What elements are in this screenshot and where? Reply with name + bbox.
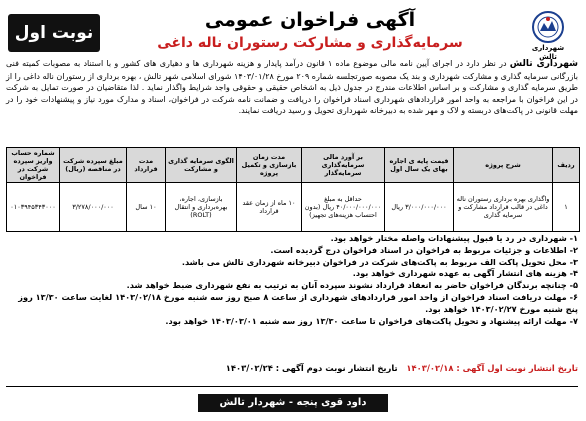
condition-item: ۴- هزینه های انتشار آگهی به عهده شهرداری خواهد بود. bbox=[352, 268, 578, 279]
condition-item: ۲- اطلاعات و جزئیات مربوط به فراخوان در اسناد فراخوان درج گردیده است. bbox=[270, 244, 578, 255]
col-investment-estimate: بر آورد مالی سرمایه‌گذاری سرمایه‌گذار bbox=[302, 148, 385, 183]
cell-base-rent: ۳/۰۰۰/۰۰۰/۰۰۰ ریال bbox=[385, 183, 454, 232]
cell-row-number: ۱ bbox=[553, 183, 580, 232]
intro-lead: شهرداری تالش bbox=[509, 59, 578, 69]
cell-renovation-period: ۱۰ ماه از زمان عقد قرارداد bbox=[237, 183, 302, 232]
cell-contract-term: ۱۰ سال bbox=[127, 183, 166, 232]
logo-emblem-icon bbox=[531, 10, 565, 44]
ad-subtitle: سرمایه‌گذاری و مشارکت رستوران ناله داغی bbox=[157, 35, 463, 51]
second-publication-label: تاریخ انتشار نوبت دوم آگهی : bbox=[275, 363, 398, 373]
first-round-badge: نوبت اول bbox=[8, 14, 100, 52]
condition-item: ۶- مهلت دریافت اسناد فراخوان از واحد امور قراردادهای شهرداری از ساعت ۸ صبح روز سه شنبه مورخ ۱۴۰۳/۰۲/۱۸ لغایت ساعت ۱۳/۳۰ روز پنج شنبه مورخ ۱۴۰۳/۰۲/۲۷ خواهد بود. bbox=[18, 291, 578, 314]
first-publication-label: تاریخ انتشار نوبت اول آگهی : bbox=[456, 363, 578, 373]
first-publication-date: ۱۴۰۳/۰۲/۱۸ bbox=[406, 363, 454, 373]
col-base-rent: قیمت پایه ی اجاره بهای یک سال اول bbox=[385, 148, 454, 183]
footer-divider bbox=[6, 386, 578, 387]
cell-account-number: ۰۱۰۳۹۴۵۳۴۳۰۰۰ bbox=[7, 183, 60, 232]
logo-caption: شهرداری تالش bbox=[531, 44, 565, 61]
condition-item: ۵- چنانچه برندگان فراخوان حاضر به انعقاد قرارداد نشوند سپرده آنان به ترتیب به نفع شهرداری ضبط خواهد شد. bbox=[126, 280, 578, 291]
col-investment-model: الگوی سرمایه گذاری و مشارکت bbox=[166, 148, 237, 183]
second-publication-date: ۱۴۰۳/۰۲/۲۴ bbox=[225, 363, 273, 373]
col-row-number: ردیف bbox=[553, 148, 580, 183]
cell-deposit-amount: ۳/۲۷۸/۰۰۰/۰۰۰ bbox=[60, 183, 127, 232]
col-project-description: شرح پروژه bbox=[454, 148, 553, 183]
ad-title: آگهی فراخوان عمومی bbox=[204, 9, 416, 31]
cell-investment-estimate: حداقل به مبلغ ۴۰/۰۰۰/۰۰۰/۰۰۰ ریال (بدون احتساب هزینه‌های تجهیز) bbox=[302, 183, 385, 232]
conditions-list bbox=[6, 233, 578, 327]
cell-project-description: واگذاری بهره برداری رستوران ناله داغی در قالب قرارداد مشارکت و سرمایه گذاری bbox=[454, 183, 553, 232]
condition-item: ۷- مهلت ارائه پیشنهاد و تحویل پاکت‌های فراخوان تا ساعت ۱۳/۳۰ روز سه شنبه ۱۴۰۳/۰۳/۰۱ خواهد بود. bbox=[165, 315, 578, 326]
condition-item: ۱- شهرداری در رد یا قبول پیشنهادات واصله مختار خواهد بود. bbox=[330, 233, 578, 243]
col-account-number: شماره حساب واریز سپرده شرکت در فراخوان bbox=[7, 148, 60, 183]
project-table bbox=[6, 147, 580, 232]
municipality-logo bbox=[522, 10, 574, 61]
cell-investment-model: بازسازی، اجاره، بهره‌برداری و انتقال (ROLT) bbox=[166, 183, 237, 232]
condition-item: ۳- محل تحویل پاکت الف مربوط به پاکت‌های شرکت در فراخوان دبیرخانه شهرداری تالش می باشد. bbox=[181, 256, 578, 267]
col-renovation-period: مدت زمان بازسازی و تکمیل پروژه bbox=[237, 148, 302, 183]
table-row bbox=[7, 183, 580, 232]
publication-dates bbox=[6, 362, 578, 374]
mayor-signature-text: داود قوی پنجه - شهردار تالش bbox=[198, 394, 389, 412]
intro-paragraph bbox=[6, 58, 578, 117]
footer-signature bbox=[0, 390, 586, 408]
col-contract-term: مدت قرارداد bbox=[127, 148, 166, 183]
intro-body: در نظر دارد در اجرای آیین نامه مالی موضوع ماده ۱ قانون درآمد پایدار و هزینه شهرداری ها و دهیاری های کشور و با استناد به مصوبات کمیته فنی بازرگانی سرمایه گذاری و مشارکت شهرداری و بند یک مصوبه صورتجلسه شماره ۲۰۹ مورخ ۱۴۰۳/۰۱/۲۸ شورای اسلامی شهر تالش ، بهره برداری از رستوران ناله داغی را از طریق سرمایه گذاری و مشارکت و بر اساس اطلاعات مندرج در جدول ذیل به اشخاص حقیقی و حقوقی واجد شرایط واگذار نماید . لذا متقاضیان در صورت تمایل به شرکت در این فراخوان با مراجعه به واحد امور قراردادهای شهرداری اسناد فراخوان را دریافت و ضمانت نامه شرکت در فراخوان، اسناد و مدارک مورد نیاز و پیشنهادات خود را در مهلت قانونی در پاکت‌های دربسته و لاک و مهر شده به دبیرخانه شهرداری تحویل و رسید دریافت نمایند. bbox=[6, 59, 579, 116]
col-deposit-amount: مبلغ سپرده شرکت در مناقصه (ریال) bbox=[60, 148, 127, 183]
table-header-row bbox=[7, 148, 580, 183]
